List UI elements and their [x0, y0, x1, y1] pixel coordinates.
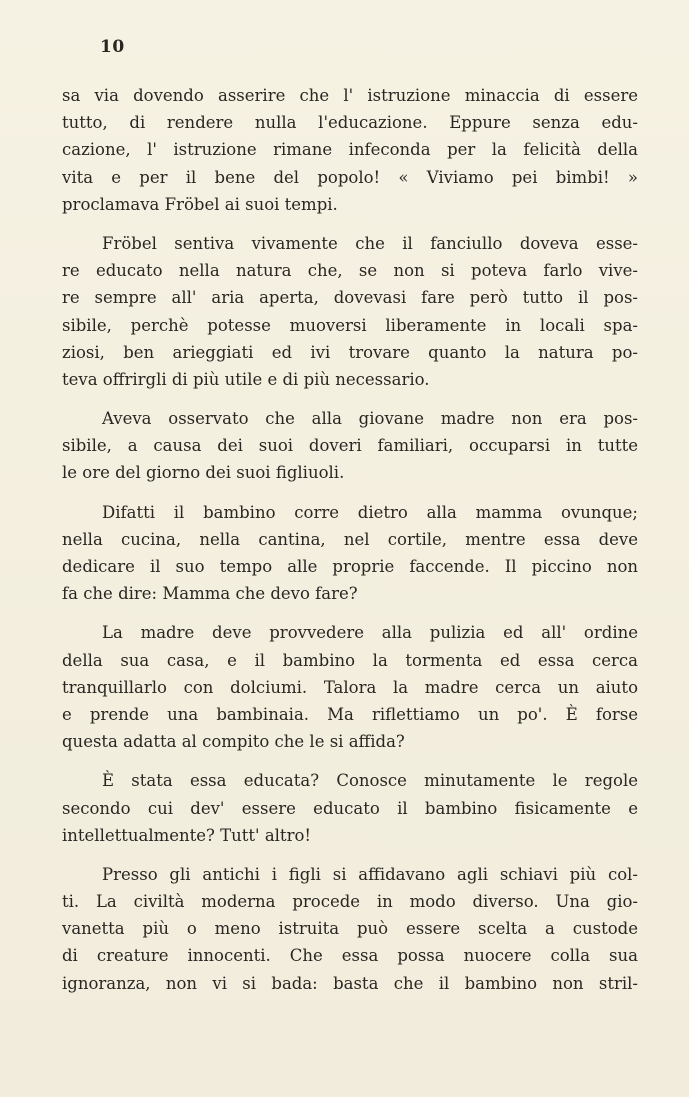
text-line: proclamava Fröbel ai suoi tempi.: [62, 194, 338, 214]
text-line: questa adatta al compito che le si affida?: [62, 732, 405, 752]
text-line: re educato nella natura che, se non si poteva farlo vive-: [62, 261, 638, 281]
paragraph: [62, 619, 638, 755]
text-line: cazione, l' istruzione rimane infeconda per la felicità della: [62, 140, 638, 160]
text-line: e prende una bambinaia. Ma riflettiamo un po'. È forse: [62, 704, 638, 724]
text-line: sibile, perchè potesse muoversi liberamente in locali spa-: [62, 315, 638, 335]
paragraph: [62, 405, 638, 487]
text-line: sa via dovendo asserire che l' istruzione minaccia di essere: [62, 86, 638, 105]
text-line: dedicare il suo tempo alle proprie faccende. Il piccino non: [62, 557, 638, 576]
page-number: 10: [100, 37, 125, 57]
text-line: È stata essa educata? Conosce minutamente le regole: [102, 771, 638, 791]
text-line: vanetta più o meno istruita può essere scelta a custode: [62, 919, 638, 939]
text-line: di creature innocenti. Che essa possa nuocere colla sua: [62, 946, 638, 966]
paragraph-gap: [62, 755, 638, 767]
paragraph-gap: [62, 393, 638, 405]
paragraph-gap: [62, 218, 638, 230]
text-line: ignoranza, non vi si bada: basta che il bambino non stril-: [62, 973, 638, 993]
text-line: vita e per il bene del popolo! « Viviamo pei bimbi! »: [62, 167, 638, 187]
text-line: Difatti il bambino corre dietro alla mamma ovunque;: [102, 502, 638, 522]
text-line: secondo cui dev' essere educato il bambino fisicamente e: [62, 798, 638, 818]
text-line: le ore del giorno dei suoi figliuoli.: [62, 463, 345, 483]
text-line: ti. La civiltà moderna procede in modo diverso. Una gio-: [62, 892, 638, 912]
text-line: intellettualmente? Tutt' altro!: [62, 825, 312, 845]
paragraph-gap: [62, 607, 638, 619]
paragraph-gap: [62, 849, 638, 861]
text-line: tutto, di rendere nulla l'educazione. Eppure senza edu-: [62, 113, 638, 133]
text-line: Aveva osservato che alla giovane madre non era pos-: [102, 409, 638, 429]
paragraph: [62, 767, 638, 849]
paragraph: [62, 230, 638, 393]
text-line: ziosi, ben arieggiati ed ivi trovare quanto la natura po-: [62, 342, 638, 362]
text-line: La madre deve provvedere alla pulizia ed all' ordine: [102, 623, 638, 643]
paragraph-gap: [62, 487, 638, 499]
text-line: fa che dire: Mamma che devo fare?: [62, 584, 358, 604]
paragraph: [62, 861, 638, 997]
text-line: nella cucina, nella cantina, nel cortile, mentre essa deve: [62, 529, 638, 549]
text-line: sibile, a causa dei suoi doveri familiari, occuparsi in tutte: [62, 436, 638, 456]
paragraph: [62, 499, 638, 608]
paragraph: [62, 82, 638, 218]
text-line: Presso gli antichi i figli si affidavano agli schiavi più col-: [102, 864, 638, 884]
page-body: [62, 82, 638, 997]
text-line: re sempre all' aria aperta, dovevasi fare però tutto il pos-: [62, 288, 638, 308]
text-line: tranquillarlo con dolciumi. Talora la madre cerca un aiuto: [62, 677, 638, 697]
text-line: della sua casa, e il bambino la tormenta ed essa cerca: [62, 650, 638, 670]
text-line: Fröbel sentiva vivamente che il fanciullo doveva esse-: [102, 233, 638, 253]
text-line: teva offrirgli di più utile e di più necessario.: [62, 369, 430, 389]
